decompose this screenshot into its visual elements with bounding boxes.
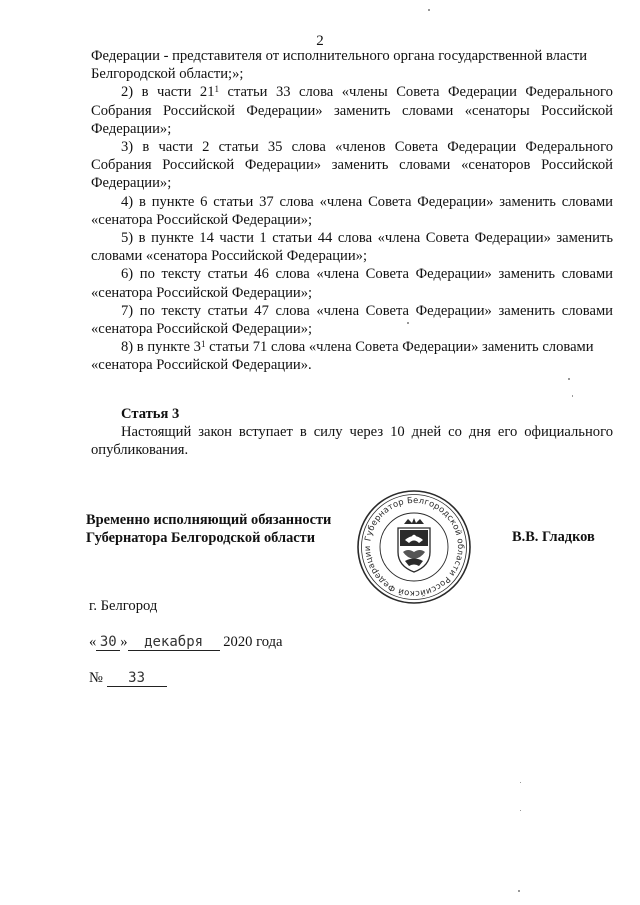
document-number-label: № bbox=[89, 670, 103, 686]
paragraph-1-lead: Федерации - представителя от исполнительного органа государственной власти bbox=[91, 48, 588, 64]
paragraph-5-rest: словами «сенатора Российской Федерации»; bbox=[91, 248, 368, 265]
signatory-position-line-1: Временно исполняющий обязанности bbox=[86, 512, 332, 528]
paragraph-8-tail: статьи 71 слова «члена Совета Федерации» заменить bbox=[205, 339, 539, 356]
law-amendments-text bbox=[91, 47, 613, 375]
paragraph-7 bbox=[91, 302, 613, 338]
paragraph-2-lead: 2) в части 21 bbox=[121, 84, 215, 101]
coat-of-arms-icon bbox=[398, 518, 430, 572]
paragraph-6-rest: «сенатора Российской Федерации»; bbox=[91, 284, 313, 301]
paragraph-7-lead: 7) по тексту статьи 47 слова «члена Совета Федерации» заменить словами bbox=[121, 302, 613, 319]
signatory-name: В.В. Гладков bbox=[512, 529, 595, 545]
paragraph-8-lead: 8) в пункте 3 bbox=[121, 339, 201, 356]
article-text bbox=[91, 423, 613, 459]
paragraph-2 bbox=[91, 83, 613, 138]
paragraph-2-tail: статьи 33 слова «члены Совета Федерации Федерального bbox=[219, 84, 613, 101]
paragraph-8-rest: словами «сенатора Российской Федерации». bbox=[91, 339, 594, 374]
paragraph-5-lead: 5) в пункте 14 части 1 статьи 44 слова «члена Совета Федерации» заменить bbox=[121, 230, 613, 247]
article-text-rest: опубликования. bbox=[91, 442, 189, 459]
paragraph-4 bbox=[91, 193, 613, 229]
paragraph-7-rest: «сенатора Российской Федерации»; bbox=[91, 321, 313, 338]
document-number bbox=[89, 670, 167, 687]
paragraph-5 bbox=[91, 229, 613, 265]
scan-speck bbox=[520, 782, 521, 783]
paragraph-4-rest: «сенатора Российской Федерации»; bbox=[91, 211, 313, 228]
paragraph-6-lead: 6) по тексту статьи 46 слова «члена Совета Федерации» заменить словами bbox=[121, 266, 613, 283]
date-day: 30 bbox=[96, 635, 120, 651]
paragraph-1-rest: Белгородской области;»; bbox=[91, 66, 244, 83]
date-month: декабря bbox=[128, 635, 220, 651]
signatory-position-line-2: Губернатора Белгородской области bbox=[86, 530, 316, 546]
page-number: 2 bbox=[316, 33, 324, 49]
paragraph-4-lead: 4) в пункте 6 статьи 37 слова «члена Совета Федерации» заменить словами bbox=[121, 193, 613, 210]
official-seal-icon bbox=[355, 488, 473, 606]
signing-date bbox=[89, 634, 283, 651]
paragraph-8 bbox=[91, 338, 613, 374]
scan-speck bbox=[568, 378, 570, 380]
paragraph-3-lead: 3) в части 2 статьи 35 слова «членов Совета Федерации Федерального bbox=[121, 139, 613, 156]
scan-speck bbox=[518, 890, 520, 892]
signatory-position bbox=[86, 511, 331, 547]
scan-speck bbox=[520, 810, 521, 811]
paragraph-1 bbox=[91, 47, 613, 83]
article-title: Статья 3 bbox=[121, 406, 180, 422]
paragraph-6 bbox=[91, 265, 613, 301]
paragraph-3 bbox=[91, 138, 613, 193]
paragraph-3-rest: Собрания Российской Федерации» заменить словами «сенаторов Российской Федерации»; bbox=[91, 157, 613, 192]
scan-speck bbox=[428, 9, 430, 11]
document-number-value: 33 bbox=[107, 671, 167, 687]
date-year: 2020 года bbox=[223, 634, 283, 650]
date-open-quote: « bbox=[89, 634, 97, 650]
seal-text: Губернатор Белгородской области Российской Федерации bbox=[361, 494, 467, 600]
paragraph-2-superscript: 1 bbox=[214, 84, 220, 95]
paragraph-2-rest: Собрания Российской Федерации» заменить словами «сенаторы Российской Федерации»; bbox=[91, 102, 613, 137]
scan-speck bbox=[572, 395, 573, 397]
paragraph-8-superscript: 1 bbox=[200, 339, 206, 350]
place-of-signing: г. Белгород bbox=[89, 598, 158, 614]
scan-speck bbox=[407, 322, 409, 324]
svg-text:Губернатор Белгородской област bbox=[362, 495, 466, 599]
date-close-quote: » bbox=[120, 634, 128, 650]
article-3 bbox=[91, 405, 613, 460]
article-text-lead: Настоящий закон вступает в силу через 10 дней со дня его официального bbox=[121, 424, 613, 441]
